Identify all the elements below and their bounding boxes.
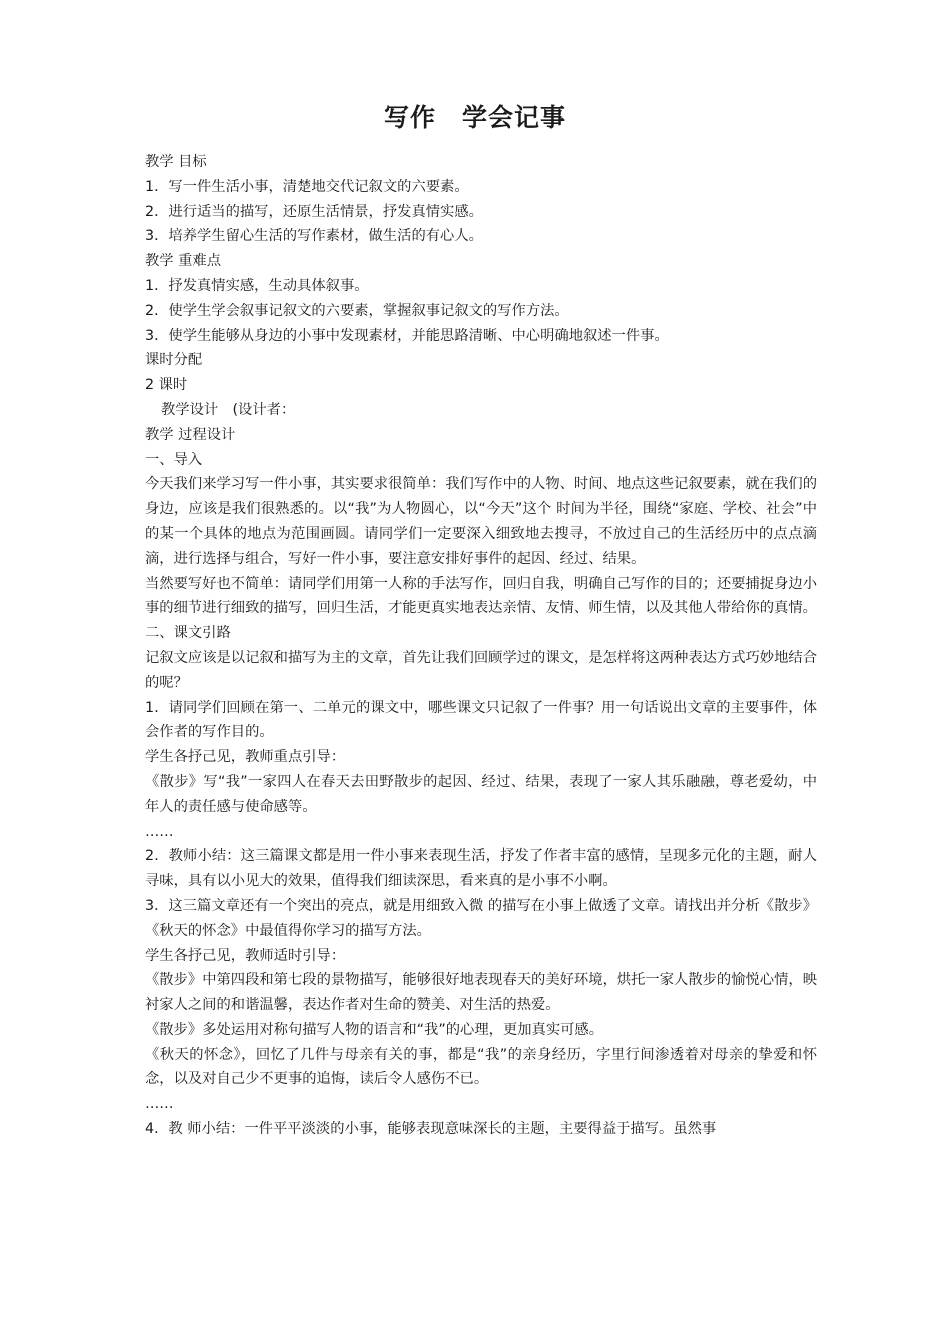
- paragraph: 《散步》写“我”一家四人在春天去田野散步的起因、经过、结果，表现了一家人其乐融融，尊老爱幼，中年人的责任感与使命感等。: [145, 773, 817, 815]
- paragraph: 《散步》中第四段和第七段的景物描写，能够很好地表现春天的美好环境，烘托一家人散步的愉悦心情，映衬家人之间的和谐温馨，表达作者对生命的赞美、对生活的热爱。: [145, 972, 817, 1014]
- section-heading: 课时分配: [145, 352, 203, 369]
- section-heading: 二、课文引路: [145, 625, 231, 642]
- section-heading: 教学 过程设计: [145, 426, 236, 443]
- paragraph: 2．进行适当的描写，还原生活情景，抒发真情实感。: [145, 203, 483, 220]
- paragraph: 1．写一件生活小事，清楚地交代记叙文的六要素。: [145, 178, 469, 195]
- section-heading: 一、导入: [145, 451, 203, 468]
- paragraph: 4．教 师小结：一件平平淡淡的小事，能够表现意味深长的主题，主要得益于描写。虽然事: [145, 1121, 717, 1138]
- paragraph: 3．培养学生留心生活的写作素材，做生活的有心人。: [145, 228, 483, 245]
- paragraph: 1．请同学们回顾在第一、二单元的课文中，哪些课文只记叙了一件事？用一句话说出文章的主要事件，体会作者的写作目的。: [145, 699, 817, 741]
- paragraph: 2．使学生学会叙事记叙文的六要素，掌握叙事记叙文的写作方法。: [145, 302, 569, 319]
- paragraph: 学生各抒己见，教师适时引导：: [145, 947, 346, 964]
- paragraph: 当然要写好也不简单：请同学们用第一人称的手法写作，回归自我，明确自己写作的目的；还要捕捉身边小事的细节进行细致的描写，回归生活，才能更真实地表达亲情、友情、师生情，以及其他人带给你的真情。: [145, 575, 817, 617]
- paragraph: 教学设计 (设计者：: [161, 401, 296, 418]
- paragraph: 3．使学生能够从身边的小事中发现素材，并能思路清晰、中心明确地叙述一件事。: [145, 327, 669, 344]
- section-heading: 教学 重难点: [145, 253, 222, 270]
- paragraph: 《散步》多处运用对称句描写人物的语言和“我”的心理，更加真实可感。: [145, 1021, 604, 1038]
- section-heading: 教学 目标: [145, 154, 207, 170]
- paragraph: 学生各抒己见，教师重点引导：: [145, 749, 346, 766]
- paragraph: 记叙文应该是以记叙和描写为主的文章，首先让我们回顾学过的课文，是怎样将这两种表达方式巧妙地结合的呢？: [145, 649, 817, 691]
- paragraph: 2 课时: [145, 377, 188, 394]
- paragraph: 3．这三篇文章还有一个突出的亮点，就是用细致入微 的描写在小事上做透了文章。请找出并分析《散步》《秋天的怀念》中最值得你学习的描写方法。: [145, 897, 817, 939]
- ellipsis: ……: [145, 823, 174, 840]
- paragraph: 1．抒发真情实感，生动具体叙事。: [145, 277, 369, 294]
- paragraph: 2．教师小结：这三篇课文都是用一件小事来表现生活，抒发了作者丰富的感情，呈现多元化的主题，耐人寻味，具有以小见大的效果，值得我们细读深思，看来真的是小事不小啊。: [145, 848, 817, 890]
- paragraph: 《秋天的怀念》，回忆了几件与母亲有关的事，都是“我”的亲身经历，字里行间渗透着对母亲的挚爱和怀念，以及对自己少不更事的追悔，读后令人感伤不已。: [145, 1046, 817, 1088]
- ellipsis: ……: [145, 1096, 174, 1113]
- paragraph: 今天我们来学习写一件小事，其实要求很简单：我们写作中的人物、时间、地点这些记叙要素，就在我们的身边，应该是我们很熟悉的。以“我”为人物圆心，以“今天”这个 时间为半径，围绕“家庭、学校、社会”中的某一个具体的地点为范围画圆。请同学们一定要深入细致地去搜寻，不放过自己的生活经历中的点点滴滴，进行选择与组合，写好一件小事，要注意安排好事件的起因、经过、结果。: [145, 476, 817, 567]
- document-body: [145, 150, 817, 1142]
- document-title: 写作 学会记事: [383, 103, 566, 132]
